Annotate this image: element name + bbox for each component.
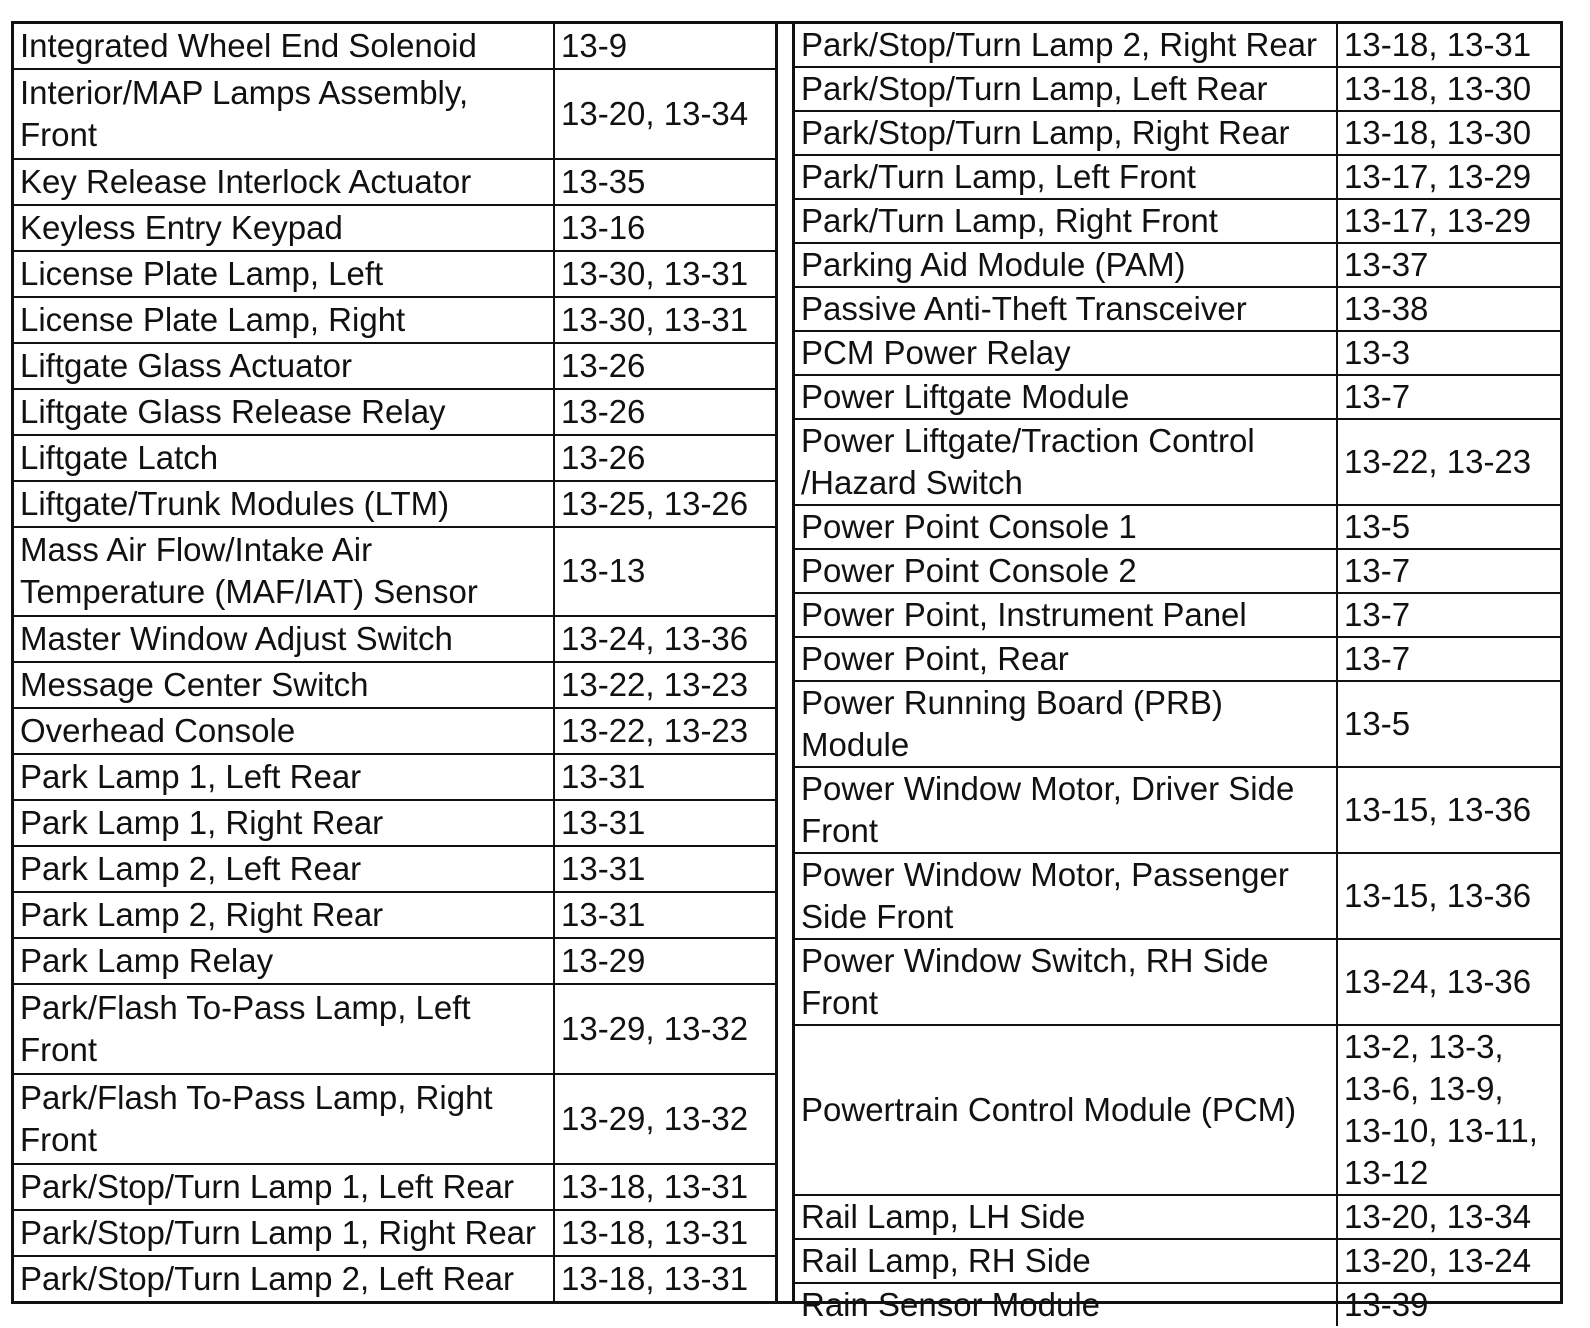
page-reference: 13-22, 13-23	[554, 662, 775, 708]
page-reference: 13-20, 13-24	[1337, 1239, 1560, 1283]
component-name: Powertrain Control Module (PCM)	[795, 1025, 1337, 1195]
page-reference: 13-20, 13-34	[1337, 1195, 1560, 1239]
index-row	[14, 1256, 775, 1301]
component-name: Park/Stop/Turn Lamp, Left Rear	[795, 67, 1337, 111]
index-row	[14, 527, 775, 617]
page-reference: 13-13	[554, 527, 775, 617]
component-name: Rail Lamp, RH Side	[795, 1239, 1337, 1283]
index-row	[14, 938, 775, 984]
component-name: Park/Stop/Turn Lamp, Right Rear	[795, 111, 1337, 155]
index-row	[14, 251, 775, 297]
page-reference: 13-26	[554, 389, 775, 435]
index-row	[795, 67, 1560, 111]
index-row	[14, 343, 775, 389]
index-row	[14, 389, 775, 435]
page-reference: 13-7	[1337, 593, 1560, 637]
index-row	[14, 754, 775, 800]
page-reference: 13-30, 13-31	[554, 297, 775, 343]
component-name: Park/Stop/Turn Lamp 1, Left Rear	[14, 1164, 554, 1210]
page-reference: 13-9	[554, 24, 775, 69]
index-row	[795, 853, 1560, 939]
component-name: Park Lamp 1, Left Rear	[14, 754, 554, 800]
component-name: Park Lamp 1, Right Rear	[14, 800, 554, 846]
component-name: Park/Turn Lamp, Left Front	[795, 155, 1337, 199]
index-row	[795, 111, 1560, 155]
index-row	[795, 375, 1560, 419]
component-name: Liftgate/Trunk Modules (LTM)	[14, 481, 554, 527]
page-reference: 13-3	[1337, 331, 1560, 375]
index-row	[795, 505, 1560, 549]
index-row	[795, 155, 1560, 199]
index-row	[795, 549, 1560, 593]
page-reference: 13-37	[1337, 243, 1560, 287]
component-name: Master Window Adjust Switch	[14, 616, 554, 662]
page-reference: 13-17, 13-29	[1337, 199, 1560, 243]
component-name: Park/Turn Lamp, Right Front	[795, 199, 1337, 243]
component-name: Park/Flash To-Pass Lamp, Right Front	[14, 1074, 554, 1164]
index-row	[795, 593, 1560, 637]
right-column	[795, 24, 1560, 1323]
page-reference: 13-18, 13-31	[554, 1210, 775, 1256]
page-reference: 13-31	[554, 754, 775, 800]
page-reference: 13-38	[1337, 287, 1560, 331]
component-name: Power Point, Instrument Panel	[795, 593, 1337, 637]
component-name: License Plate Lamp, Right	[14, 297, 554, 343]
page-reference: 13-26	[554, 343, 775, 389]
component-name: Power Liftgate Module	[795, 375, 1337, 419]
component-name: Integrated Wheel End Solenoid	[14, 24, 554, 69]
component-name: Mass Air Flow/Intake Air Temperature (MAF/IAT) Sensor	[14, 527, 554, 617]
index-row	[14, 435, 775, 481]
page-reference: 13-22, 13-23	[1337, 419, 1560, 505]
index-row	[795, 243, 1560, 287]
component-name: Interior/MAP Lamps Assembly, Front	[14, 69, 554, 159]
component-index-table	[11, 21, 1563, 1323]
component-name: Power Window Switch, RH Side Front	[795, 939, 1337, 1025]
page-reference: 13-2, 13-3, 13-6, 13-9, 13-10, 13-11, 13-12	[1337, 1025, 1560, 1195]
index-row	[14, 297, 775, 343]
page-reference: 13-29	[554, 938, 775, 984]
component-name: Power Liftgate/Traction Control /Hazard Switch	[795, 419, 1337, 505]
page-reference: 13-24, 13-36	[554, 616, 775, 662]
index-row	[14, 708, 775, 754]
index-row	[14, 481, 775, 527]
page-reference: 13-31	[554, 892, 775, 938]
page-reference: 13-18, 13-30	[1337, 67, 1560, 111]
page-reference: 13-24, 13-36	[1337, 939, 1560, 1025]
page-reference: 13-25, 13-26	[554, 481, 775, 527]
page-reference: 13-22, 13-23	[554, 708, 775, 754]
index-row	[795, 1025, 1560, 1195]
page-reference: 13-30, 13-31	[554, 251, 775, 297]
page-reference: 13-18, 13-31	[554, 1256, 775, 1301]
page-reference: 13-39	[1337, 1283, 1560, 1326]
index-row	[14, 662, 775, 708]
component-name: Parking Aid Module (PAM)	[795, 243, 1337, 287]
page-reference: 13-18, 13-31	[554, 1164, 775, 1210]
column-divider	[775, 24, 795, 1301]
component-name: Power Point, Rear	[795, 637, 1337, 681]
index-row	[14, 616, 775, 662]
page-reference: 13-7	[1337, 375, 1560, 419]
component-name: Rain Sensor Module	[795, 1283, 1337, 1326]
index-row	[14, 846, 775, 892]
component-name: Park Lamp 2, Right Rear	[14, 892, 554, 938]
component-name: Power Running Board (PRB) Module	[795, 681, 1337, 767]
page-reference: 13-5	[1337, 681, 1560, 767]
page-reference: 13-26	[554, 435, 775, 481]
component-name: Liftgate Glass Actuator	[14, 343, 554, 389]
component-name: Liftgate Glass Release Relay	[14, 389, 554, 435]
page-reference: 13-20, 13-34	[554, 69, 775, 159]
index-row	[795, 24, 1560, 67]
component-name: Key Release Interlock Actuator	[14, 159, 554, 205]
component-name: Park Lamp Relay	[14, 938, 554, 984]
page-reference: 13-35	[554, 159, 775, 205]
index-row	[795, 1283, 1560, 1326]
page-reference: 13-18, 13-31	[1337, 24, 1560, 67]
index-row	[795, 637, 1560, 681]
component-name: PCM Power Relay	[795, 331, 1337, 375]
page-reference: 13-31	[554, 846, 775, 892]
index-row	[14, 1210, 775, 1256]
component-name: Power Window Motor, Driver Side Front	[795, 767, 1337, 853]
component-name: Rail Lamp, LH Side	[795, 1195, 1337, 1239]
component-name: Power Window Motor, Passenger Side Front	[795, 853, 1337, 939]
component-name: Park/Stop/Turn Lamp 2, Left Rear	[14, 1256, 554, 1301]
component-name: Message Center Switch	[14, 662, 554, 708]
index-row	[14, 24, 775, 69]
index-row	[14, 69, 775, 159]
component-name: Power Point Console 2	[795, 549, 1337, 593]
left-column	[14, 24, 775, 1301]
component-name: Keyless Entry Keypad	[14, 205, 554, 251]
index-row	[14, 892, 775, 938]
component-name: Park/Stop/Turn Lamp 1, Right Rear	[14, 1210, 554, 1256]
index-row	[795, 1239, 1560, 1283]
page-reference: 13-16	[554, 205, 775, 251]
component-name: Park/Stop/Turn Lamp 2, Right Rear	[795, 24, 1337, 67]
page-reference: 13-15, 13-36	[1337, 853, 1560, 939]
index-row	[14, 1164, 775, 1210]
right-index-table	[795, 24, 1560, 1326]
page-reference: 13-5	[1337, 505, 1560, 549]
index-row	[795, 199, 1560, 243]
index-row	[795, 331, 1560, 375]
index-row	[14, 800, 775, 846]
page-reference: 13-15, 13-36	[1337, 767, 1560, 853]
page-reference: 13-18, 13-30	[1337, 111, 1560, 155]
page-reference: 13-29, 13-32	[554, 1074, 775, 1164]
component-name: Power Point Console 1	[795, 505, 1337, 549]
component-name: Liftgate Latch	[14, 435, 554, 481]
left-index-table	[14, 24, 775, 1301]
page-reference: 13-7	[1337, 637, 1560, 681]
index-row	[795, 287, 1560, 331]
page-reference: 13-31	[554, 800, 775, 846]
index-row	[795, 939, 1560, 1025]
component-name: Park Lamp 2, Left Rear	[14, 846, 554, 892]
component-name: License Plate Lamp, Left	[14, 251, 554, 297]
index-row	[14, 1074, 775, 1164]
component-name: Passive Anti-Theft Transceiver	[795, 287, 1337, 331]
page-reference: 13-29, 13-32	[554, 984, 775, 1074]
component-name: Overhead Console	[14, 708, 554, 754]
index-row	[795, 1195, 1560, 1239]
page-reference: 13-7	[1337, 549, 1560, 593]
index-row	[795, 767, 1560, 853]
index-row	[795, 419, 1560, 505]
index-row	[14, 205, 775, 251]
index-row	[14, 984, 775, 1074]
index-row	[14, 159, 775, 205]
index-row	[795, 681, 1560, 767]
page-reference: 13-17, 13-29	[1337, 155, 1560, 199]
component-name: Park/Flash To-Pass Lamp, Left Front	[14, 984, 554, 1074]
